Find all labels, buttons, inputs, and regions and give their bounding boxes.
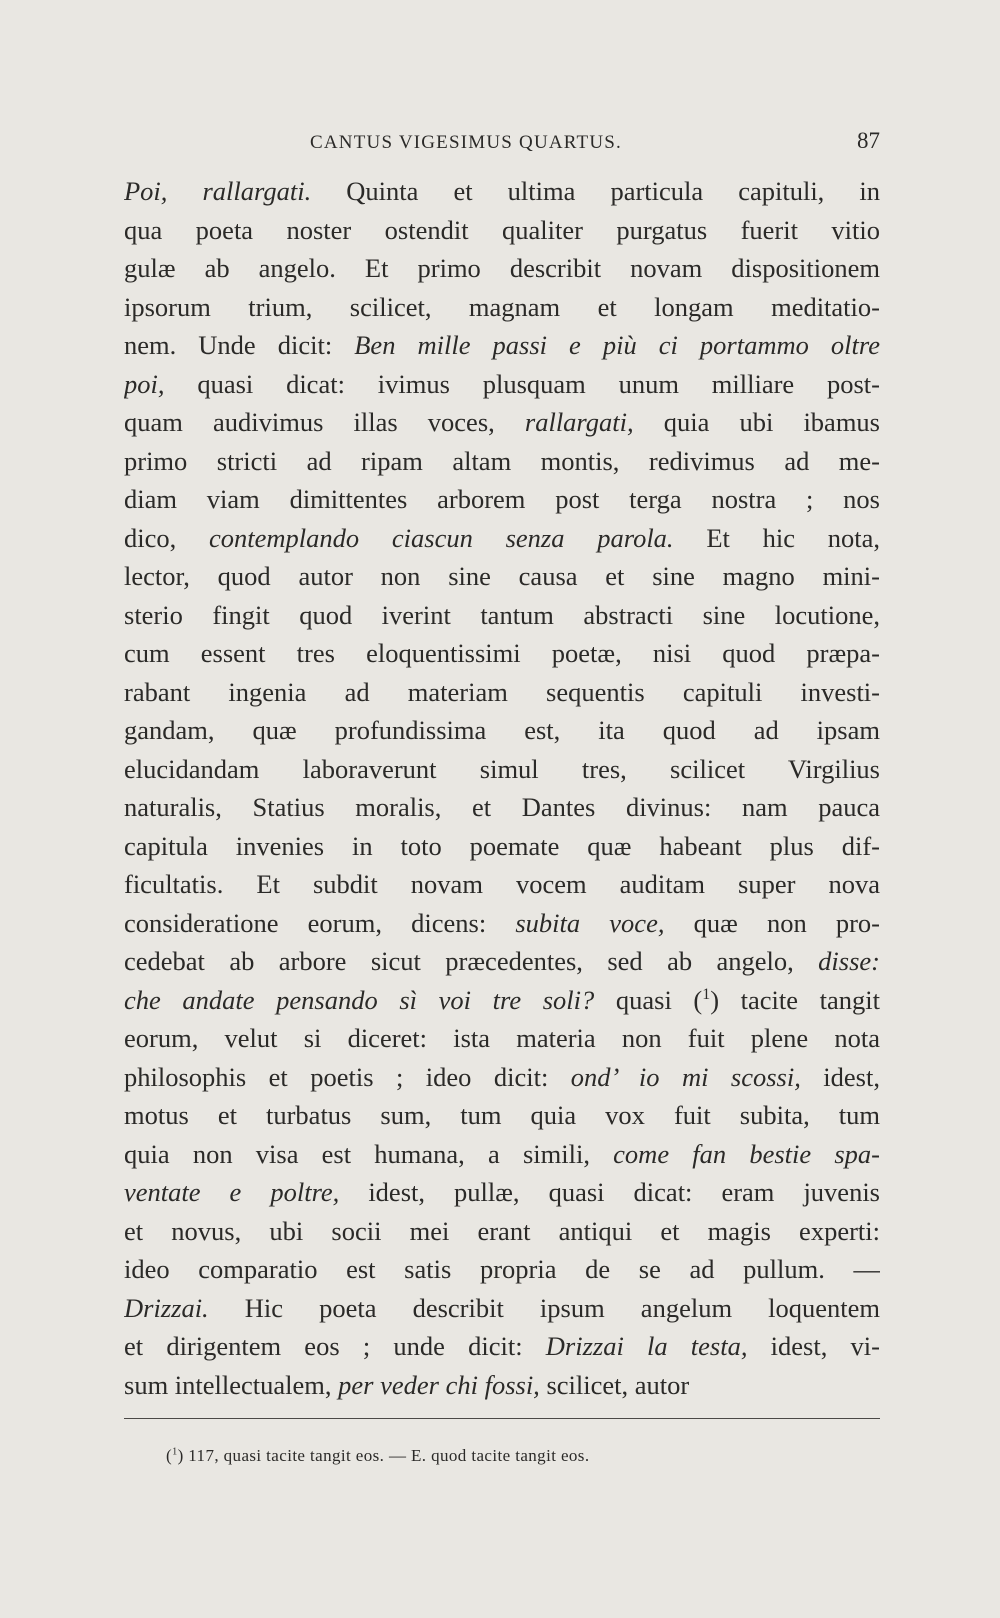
text-run: quasi (: [594, 984, 703, 1015]
footnote-text: ) 117, quasi tacite tangit eos. — E. quod tacite tangit eos.: [177, 1446, 590, 1465]
running-head: CANTUS VIGESIMUS QUARTUS.: [310, 132, 622, 153]
text-line: [124, 788, 880, 827]
text-line: [124, 365, 880, 404]
text-line: [124, 249, 880, 288]
page-header: [124, 128, 880, 164]
text-run: elucidandam laboraverunt simul tres, scilicet Virgilius: [124, 753, 880, 784]
text-run: lector, quod autor non sine causa et sine magno mini-: [124, 561, 880, 591]
italic-quote: poi,: [124, 368, 165, 399]
footnote-open: (: [166, 1446, 173, 1465]
text-line: [124, 904, 880, 943]
text-run: gandam, quæ profundissima est, ita quod ad ipsam: [124, 715, 880, 745]
text-run: eorum, velut si diceret: ista materia non fuit plene nota: [124, 1023, 880, 1053]
text-line: [124, 211, 880, 250]
body-text: [124, 172, 880, 1404]
italic-quote: Drizzai.: [124, 1292, 209, 1323]
text-line: [124, 519, 880, 558]
text-run: ideo comparatio est satis propria de se ad pullum. —: [124, 1254, 880, 1284]
text-line: [124, 288, 880, 327]
italic-quote: contemplando ciascun senza parola.: [209, 522, 674, 553]
text-run: cum essent tres eloquentissimi poetæ, nisi quod præpa-: [124, 638, 880, 668]
text-line: [124, 981, 880, 1020]
text-run: sum intellectualem,: [124, 1369, 339, 1400]
italic-quote: subita voce,: [515, 907, 665, 938]
text-run: quia non visa est humana, a simili,: [124, 1138, 614, 1169]
text-run: gulæ ab angelo. Et primo describit novam dispositionem: [124, 253, 880, 283]
text-run: ) tacite tangit: [710, 984, 880, 1015]
footnote-rule: [124, 1418, 880, 1419]
italic-quote: Ben mille passi e più ci portammo oltre: [354, 330, 880, 360]
text-line: [124, 1135, 880, 1174]
text-run: consideratione eorum, dicens:: [124, 907, 516, 938]
italic-quote: per veder chi fossi,: [338, 1369, 540, 1400]
text-run: dico,: [124, 522, 210, 553]
text-run: ficultatis. Et subdit novam vocem auditam super nova: [124, 869, 880, 899]
text-run: Quinta et ultima particula capituli, in: [311, 176, 880, 206]
text-run: scilicet, autor: [539, 1369, 690, 1400]
italic-quote: disse:: [818, 946, 880, 976]
text-line: [124, 1289, 880, 1328]
text-line: [124, 596, 880, 635]
text-line: [124, 1019, 880, 1058]
italic-quote: ond’ io mi scossi,: [570, 1061, 801, 1092]
text-line: [124, 480, 880, 519]
footnote-reference: 1: [702, 985, 711, 1003]
text-line: [124, 403, 880, 442]
text-run: Et hic nota,: [673, 522, 880, 553]
text-run: quam audivimus illas voces,: [124, 407, 525, 437]
text-run: et dirigentem eos ; unde dicit:: [124, 1331, 546, 1361]
text-line: [124, 673, 880, 712]
text-line: [124, 1096, 880, 1135]
text-run: nem. Unde dicit:: [124, 330, 355, 360]
text-run: ipsorum trium, scilicet, magnam et longam meditatio-: [124, 291, 880, 322]
text-line: [124, 634, 880, 673]
text-line: [124, 442, 880, 481]
text-line: [124, 1058, 880, 1097]
text-run: primo stricti ad ripam altam montis, redivimus ad me-: [124, 445, 880, 476]
text-run: idest,: [800, 1061, 880, 1092]
text-line: [124, 827, 880, 866]
text-line: [124, 1250, 880, 1289]
text-line: [124, 1366, 880, 1405]
text-run: quasi dicat: ivimus plusquam unum milliare post-: [164, 368, 880, 399]
italic-quote: ventate e poltre,: [124, 1177, 340, 1207]
text-line: [124, 750, 880, 789]
text-line: [124, 1212, 880, 1251]
text-run: quæ non pro-: [664, 907, 880, 938]
text-run: quia ubi ibamus: [633, 407, 880, 437]
footnote: [166, 1446, 589, 1466]
text-line: [124, 172, 880, 211]
italic-quote: Poi, rallargati.: [124, 176, 312, 206]
text-run: qua poeta noster ostendit qualiter purgatus fuerit vitio: [124, 214, 880, 245]
footnote-marker: 1: [172, 1446, 178, 1458]
text-run: rabant ingenia ad materiam sequentis capituli investi-: [124, 676, 880, 707]
text-line: [124, 711, 880, 750]
page-number: 87: [857, 128, 880, 153]
italic-quote: Drizzai la testa,: [545, 1331, 748, 1361]
text-run: cedebat ab arbore sicut præcedentes, sed ab angelo,: [124, 946, 819, 976]
italic-quote: rallargati,: [524, 407, 634, 437]
text-run: philosophis et poetis ; ideo dicit:: [124, 1061, 571, 1092]
italic-quote: che andate pensando sì voi tre soli?: [124, 984, 595, 1015]
text-line: [124, 326, 880, 365]
text-run: diam viam dimittentes arborem post terga nostra ; nos: [124, 484, 880, 514]
text-run: Hic poeta describit ipsum angelum loquentem: [208, 1292, 880, 1323]
text-line: [124, 1327, 880, 1366]
text-line: [124, 942, 880, 981]
text-line: [124, 865, 880, 904]
text-run: motus et turbatus sum, tum quia vox fuit subita, tum: [124, 1100, 880, 1130]
text-run: idest, pullæ, quasi dicat: eram juvenis: [339, 1177, 880, 1207]
text-run: idest, vi-: [747, 1331, 880, 1361]
text-run: naturalis, Statius moralis, et Dantes divinus: nam pauca: [124, 792, 880, 822]
text-line: [124, 557, 880, 596]
text-run: sterio fingit quod iverint tantum abstracti sine locutione,: [124, 599, 880, 630]
text-run: et novus, ubi socii mei erant antiqui et magis experti:: [124, 1215, 880, 1246]
text-line: [124, 1173, 880, 1212]
text-run: capitula invenies in toto poemate quæ habeant plus dif-: [124, 830, 880, 861]
italic-quote: come fan bestie spa-: [613, 1138, 880, 1169]
